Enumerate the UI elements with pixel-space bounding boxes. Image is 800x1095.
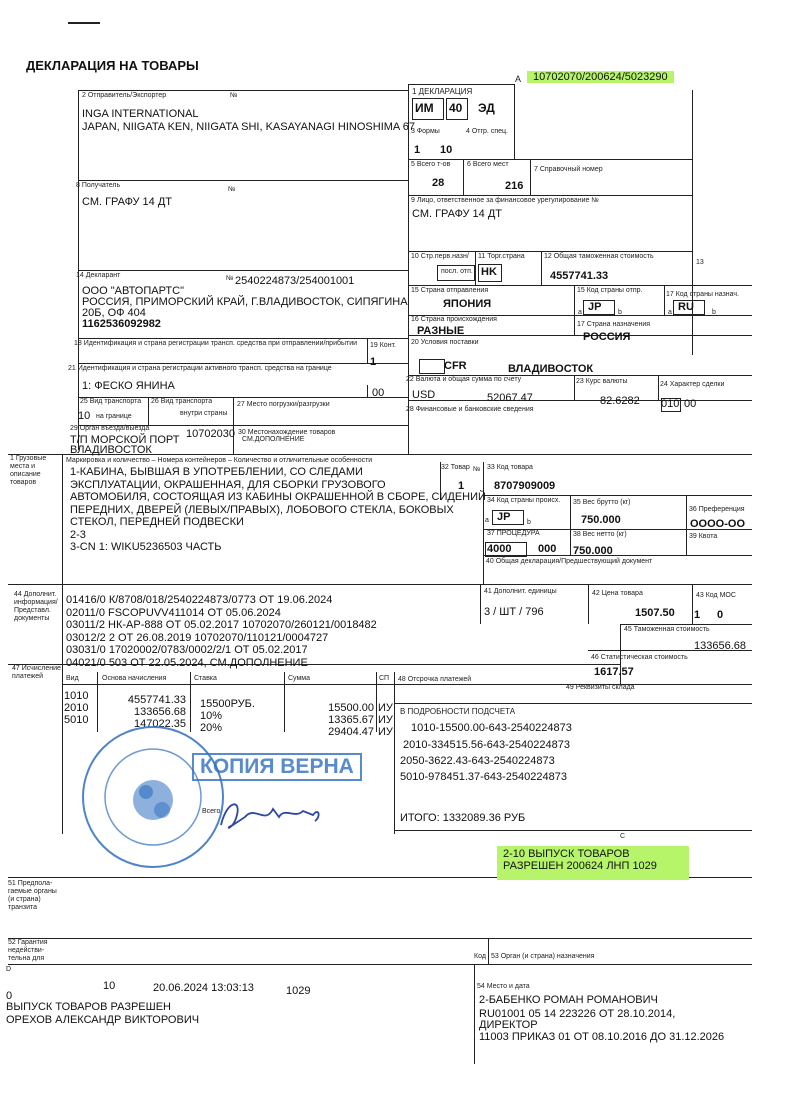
box1-procedure: 40 [449, 101, 463, 115]
box38-label: 38 Вес нетто (кг) [573, 531, 627, 538]
box12-label: 12 Общая таможенная стоимость [544, 253, 654, 260]
pay-sp-2: ИУ [378, 714, 393, 726]
boxD-inspector: ОРЕХОВ АЛЕКСАНДР ВИКТОРОВИЧ [6, 1014, 200, 1026]
box40-label: 40 Общая декларация/Предшествующий документ [486, 558, 653, 565]
v-15a-17a [664, 285, 665, 315]
box51-label: 51 Предпола- гаемые органы (и страна) транзита [8, 880, 57, 911]
box10-label: 10 Стр.перв.назн/ [411, 253, 469, 260]
row-21-top [78, 363, 408, 364]
boxD-zero: 0 [6, 990, 13, 1002]
detail-line-4: 5010-978451.37-643-2540224873 [400, 771, 567, 783]
row-detail-top [394, 703, 752, 704]
box54-passport: RU01001 05 14 223226 ОТ 28.10.2014, [479, 1008, 676, 1020]
box19-value: 1 [370, 356, 377, 368]
box13-label: 13 [696, 259, 704, 266]
box45-label: 45 Таможенная стоимость [624, 626, 710, 633]
release-line-2: РАЗРЕШЕН 200624 ЛНП 1029 [503, 860, 657, 872]
boxD-release: ВЫПУСК ТОВАРОВ РАЗРЕШЕН [6, 1001, 172, 1013]
v-18-19 [367, 338, 368, 363]
box29-label: 29 Орган въезда/выезда [70, 425, 150, 432]
box25-sub: на границе [96, 413, 132, 420]
box23-label: 23 Курс валюты [576, 378, 628, 385]
box22-currency: USD [412, 389, 436, 401]
declarant-address-1: РОССИЯ, ПРИМОРСКИЙ КРАЙ, Г.ВЛАДИВОСТОК, СИПЯГИНА [82, 296, 408, 308]
declarant-address-2: 20Б, ОФ 404 [82, 307, 146, 319]
box19-label: 19 Конт. [370, 342, 396, 349]
pay-header-rate: Ставка [194, 675, 217, 682]
page-title: ДЕКЛАРАЦИЯ НА ТОВАРЫ [26, 58, 199, 73]
box17a-value: RU [678, 301, 694, 313]
box43-v1: 1 [694, 609, 701, 621]
box29-line2: ВЛАДИВОСТОК [70, 444, 152, 456]
box16-label: 16 Страна происхождения [411, 316, 497, 323]
box24-code1: 010 [661, 398, 680, 410]
v-35-36 [686, 495, 687, 555]
box36-label: 36 Преференция [689, 506, 745, 513]
pay-header-base: Основа начисления [102, 675, 167, 682]
row-D-top [8, 964, 752, 965]
box20-place: ВЛАДИВОСТОК [508, 363, 594, 375]
pay-kind-3: 5010 [64, 714, 89, 726]
col-mid [408, 84, 409, 454]
row-44-top [8, 584, 752, 585]
v-10-11 [475, 251, 476, 285]
row-5-top [408, 159, 692, 160]
box27-label: 27 Место погрузки/разгрузки [237, 401, 330, 408]
box42-value: 1507.50 [635, 607, 675, 619]
v-22-23 [574, 375, 575, 400]
boxD-datetime: 20.06.2024 13:03:13 [153, 982, 254, 994]
box54-name: 2-БАБЕНКО РОМАН РОМАНОВИЧ [479, 994, 658, 1006]
box12-value: 4557741.33 [550, 270, 609, 282]
v-26-27 [233, 397, 234, 425]
pay-kind-2: 2010 [64, 702, 89, 714]
pay-total-label: Всего [202, 808, 221, 815]
row-47-headers [62, 684, 752, 685]
box41-label: 41 Дополнит. единицы [484, 588, 557, 595]
box2-no: № [230, 92, 238, 99]
box52-kod: Код [474, 953, 486, 960]
v-25-26 [148, 397, 149, 425]
row-45-top [620, 624, 752, 625]
box35-value: 750.000 [581, 514, 621, 526]
box52-label: 52 Гарантия недействи- тельна для [8, 939, 48, 962]
sender-address: JAPAN, NIIGATA KEN, NIIGATA SHI, KASAYANAGI HINOSHIMA 67 [82, 121, 415, 133]
v-pay-4 [376, 672, 377, 732]
pay-sum-2: 13365.67 [328, 714, 374, 726]
v-23-24 [658, 375, 659, 400]
detail-line-1: 1010-15500.00-643-2540224873 [411, 722, 572, 734]
box32-no: № [473, 466, 481, 473]
row-C-top [394, 830, 752, 831]
box34-value: JP [497, 511, 511, 523]
box42-label: 42 Цена товара [592, 590, 643, 597]
detail-line-2: 2010-334515.56-643-2540224873 [403, 739, 570, 751]
box26-sub: внутри страны [180, 410, 228, 417]
box30-label: 30 Местонахождение товаров [238, 429, 336, 436]
v-pay-5 [394, 672, 395, 834]
box21-label: 21 Идентификация и страна регистрации активного трансп. средства на границе [68, 365, 332, 372]
box1-top [408, 84, 514, 85]
box34-label: 34 Код страны происх. [487, 497, 561, 504]
box48-label: 48 Отсрочка платежей [398, 676, 472, 683]
v-11-12 [541, 251, 542, 285]
box33-value: 8707909009 [494, 480, 556, 492]
pay-left [62, 664, 63, 834]
box22-label: 22 Валюта и общая сумма по счету [406, 376, 522, 383]
v-34-35 [570, 495, 571, 555]
row-14-top [78, 270, 408, 271]
box18-label: 18 Идентификация и страна регистрации трансп. средства при отправлении/прибытии [74, 340, 358, 347]
pay-header-sum: Сумма [288, 675, 310, 682]
v-pay-3 [284, 672, 285, 732]
box16-value: РАЗНЫЕ [417, 325, 465, 337]
box3-form: 1 [414, 144, 421, 156]
pay-base-1: 4557741.33 [127, 694, 186, 706]
row-52-top [8, 938, 752, 939]
box10-sub: посл. отп. [441, 268, 473, 275]
detail-total: ИТОГО: 1332089.36 РУБ [400, 812, 526, 824]
box26-label: 26 Вид транспорта [151, 398, 213, 405]
detail-line-3: 2050-3622.43-643-2540224873 [400, 755, 555, 767]
box33-label: 33 Код товара [487, 464, 533, 471]
box17a-a: a [668, 309, 672, 316]
box2-label: 2 Отправитель/Экспортер [82, 92, 167, 99]
box28-label: 28 Финансовые и банковские сведения [406, 406, 534, 413]
boxD-lnp: 1029 [286, 985, 311, 997]
box7-label: 7 Справочный номер [534, 166, 603, 173]
box32-label: 32 Товар [441, 464, 470, 471]
pay-rate-2: 10% [200, 710, 223, 722]
row-9-top [408, 195, 692, 196]
box53-label: 53 Орган (и страна) назначения [491, 953, 595, 960]
declarant-inn: 2540224873/254001001 [235, 275, 355, 287]
box8-no: № [228, 186, 236, 193]
row-28-top [408, 400, 752, 401]
box15a-value: JP [588, 301, 602, 313]
box23-value: 82.6282 [600, 395, 640, 407]
box44-label: 44 Дополнит. информация/ Представл. документы [14, 591, 58, 622]
pay-kind-1: 1010 [64, 690, 89, 702]
box54-order: 11003 ПРИКАЗ 01 ОТ 08.10.2016 ДО 31.12.2026 [479, 1031, 725, 1043]
round-stamp [78, 722, 228, 872]
box5-value: 28 [432, 177, 445, 189]
box20-terms: CFR [444, 360, 467, 372]
box8-label: 8 Получатель [76, 182, 121, 189]
signature-image [215, 795, 325, 835]
box24-code2: 00 [684, 398, 697, 410]
box37-label: 37 ПРОЦЕДУРА [487, 530, 540, 537]
box35-label: 35 Вес брутто (кг) [573, 499, 631, 506]
box39-label: 39 Квота [689, 533, 718, 540]
sender-name: INGA INTERNATIONAL [82, 108, 199, 120]
box1-label: 1 ДЕКЛАРАЦИЯ [412, 87, 473, 96]
declarant-name: ООО "АВТОПАРТС" [82, 285, 185, 297]
row-34-top [483, 495, 752, 496]
detail-label: В ПОДРОБНОСТИ ПОДСЧЕТА [400, 707, 516, 716]
box15-value: ЯПОНИЯ [443, 298, 492, 310]
box54-label: 54 Место и дата [477, 983, 530, 990]
box38-value: 750.000 [573, 545, 613, 557]
reg-letter: A [515, 74, 522, 84]
v-15-15a [574, 285, 575, 335]
box54-position: ДИРЕКТОР [479, 1019, 538, 1031]
box1-form: ЭД [478, 101, 495, 115]
box15a-a: a [578, 309, 582, 316]
box3-of: 10 [440, 144, 453, 156]
box22-value: 52067.47 [487, 392, 533, 404]
box17-label: 17 Страна назначения [577, 321, 651, 328]
pay-sum-1: 15500.00 [328, 702, 374, 714]
copy-stamp: КОПИЯ ВЕРНА [192, 753, 362, 781]
box47-label: 47 Исчисление платежей [12, 665, 61, 680]
box36-value: ОООО-ОО [690, 518, 745, 530]
box5-label: 5 Всего т-ов [411, 161, 451, 168]
box43-label: 43 Код МОС [696, 592, 736, 599]
pay-sp-3: ИУ [378, 726, 393, 738]
box6-value: 216 [505, 180, 524, 192]
pay-base-2: 133656.68 [134, 706, 186, 718]
box6-label: 6 Всего мест [467, 161, 509, 168]
row-10-top [408, 251, 692, 252]
box34-a: a [485, 517, 489, 524]
box14-no: № [226, 275, 234, 282]
box14-label: 14 Декларант [76, 272, 121, 279]
box37-prev: 000 [538, 543, 557, 555]
pay-sp-1: ИУ [378, 702, 393, 714]
goods-left [62, 454, 63, 584]
box31-label: 1 Грузовые места и описание товаров [10, 455, 47, 486]
box15-label: 15 Страна отправления [411, 287, 489, 294]
box9-label: 9 Лицо, ответственное за финансовое урегулирование № [411, 197, 599, 204]
box29-line1: Т/П МОРСКОЙ ПОРТ [70, 434, 180, 446]
doc-left [62, 584, 63, 664]
box45-value: 133656.68 [694, 640, 746, 652]
v-41-42 [588, 584, 589, 624]
box24-label: 24 Характер сделки [660, 381, 725, 388]
box4-label: 4 Отгр. спец. [466, 128, 508, 135]
boxD-label: D [6, 966, 12, 973]
row-8-top [78, 180, 408, 181]
box29-code: 10702030 [186, 428, 235, 440]
box21-code: 00 [372, 387, 385, 399]
pay-sum-3: 29404.47 [328, 726, 374, 738]
boxC-label: C [620, 833, 626, 840]
box3-label: 3 Формы [411, 128, 440, 135]
box43-v2: 0 [717, 609, 724, 621]
v-6-7 [530, 159, 531, 195]
box49-label: 49 Реквизиты склада [566, 684, 635, 691]
box17a-b: b [712, 309, 716, 316]
row-15-top [408, 285, 752, 286]
box21-value: 1: ФЕСКО ЯНИНА [82, 380, 175, 392]
pay-rate-3: 20% [200, 722, 223, 734]
v-42-43 [692, 584, 693, 624]
v-5-6 [463, 159, 464, 195]
box25-label: 25 Вид транспорта [80, 398, 142, 405]
box17-value: РОССИЯ [583, 331, 631, 343]
v-21-code [367, 385, 368, 397]
v-D-54 [474, 964, 475, 1064]
reg-number: 10702070/200624/5023290 [527, 71, 674, 83]
goods-description: 1-КАБИНА, БЫВШАЯ В УПОТРЕБЛЕНИИ, СО СЛЕДАМИ ЭКСПЛУАТАЦИИ, ОКРАШЕННАЯ, ДЛЯ СБОРКИ ГРУЗОВОГО АВТОМОБИЛЯ, СОСТОЯЩАЯ ИЗ КАБИНЫ ОКРАШЕННОЙ В СБОРЕ, СИДЕНИЙ ПЕРЕДНИХ, ДВЕРЕЙ (ЛЕВЫХ/ПРАВЫХ), ЛОБОВОГО СТЕКЛА, БОКОВЫХ СТЕКОЛ, ПЕРЕДНЕЙ ПОДВЕСКИ 2-3 3-CN 1: WIKU5236503 ЧАСТЬ [70, 466, 486, 553]
box46-label: 46 Статистическая стоимость [591, 654, 688, 661]
box34-b: b [527, 519, 531, 526]
declarant-ogrn: 1162536092982 [82, 318, 161, 330]
pay-header-kind: Вид [66, 675, 79, 682]
box41-value: 3 / ШТ / 796 [484, 606, 544, 618]
box25-value: 10 [78, 410, 91, 422]
box15a-b: b [618, 309, 622, 316]
consignee: СМ. ГРАФУ 14 ДТ [82, 196, 172, 208]
box44-documents: 01416/0 К/8708/018/2540224873/0773 ОТ 19.06.2024 02011/0 FSCOPUVV411014 ОТ 05.06.2024 03011/2 НК-АР-888 ОТ 05.02.2017 10702070/260121/0018482 03012/2 2 ОТ 26.08.2019 10702070/110121/0004727 03031/0 17020002/0783/0002/2/1 ОТ 05.02.2017 04021/0 503 ОТ 22.05.2024, СМ.ДОПОЛНЕНИЕ [66, 594, 377, 669]
box11-value: HK [481, 266, 497, 278]
box37-proc: 4000 [487, 543, 512, 555]
box46-value: 1617.57 [594, 666, 634, 678]
box30-value: СМ.ДОПОЛНЕНИЕ [242, 436, 305, 443]
row-18-top [78, 338, 408, 339]
v-12-13 [692, 251, 693, 285]
pay-header-sp: СП [379, 675, 390, 682]
box9-value: СМ. ГРАФУ 14 ДТ [412, 208, 502, 220]
release-line-1: 2-10 ВЫПУСК ТОВАРОВ [503, 848, 630, 860]
box11-label: 11 Торг.страна [478, 253, 525, 260]
box32-value: 1 [458, 480, 465, 492]
box15a-label: 15 Код страны отпр. [577, 287, 643, 294]
box31-sublabel: Маркировка и количество – Номера контейнеров – Количество и отличительные особенности [66, 457, 373, 464]
box17a-label: 17 Код страны назнач. [666, 291, 739, 298]
box20-label: 20 Условия поставки [411, 339, 479, 346]
box1-right [514, 84, 515, 159]
v-52-53 [488, 938, 489, 964]
pay-rate-1: 15500РУБ. [200, 698, 255, 710]
box1-type: ИМ [415, 101, 434, 115]
v-44-41 [480, 584, 481, 624]
frame-top [78, 90, 408, 91]
top-dash [68, 22, 100, 24]
pay-base-3: 147022.35 [134, 718, 186, 730]
boxD-code: 10 [103, 980, 116, 992]
